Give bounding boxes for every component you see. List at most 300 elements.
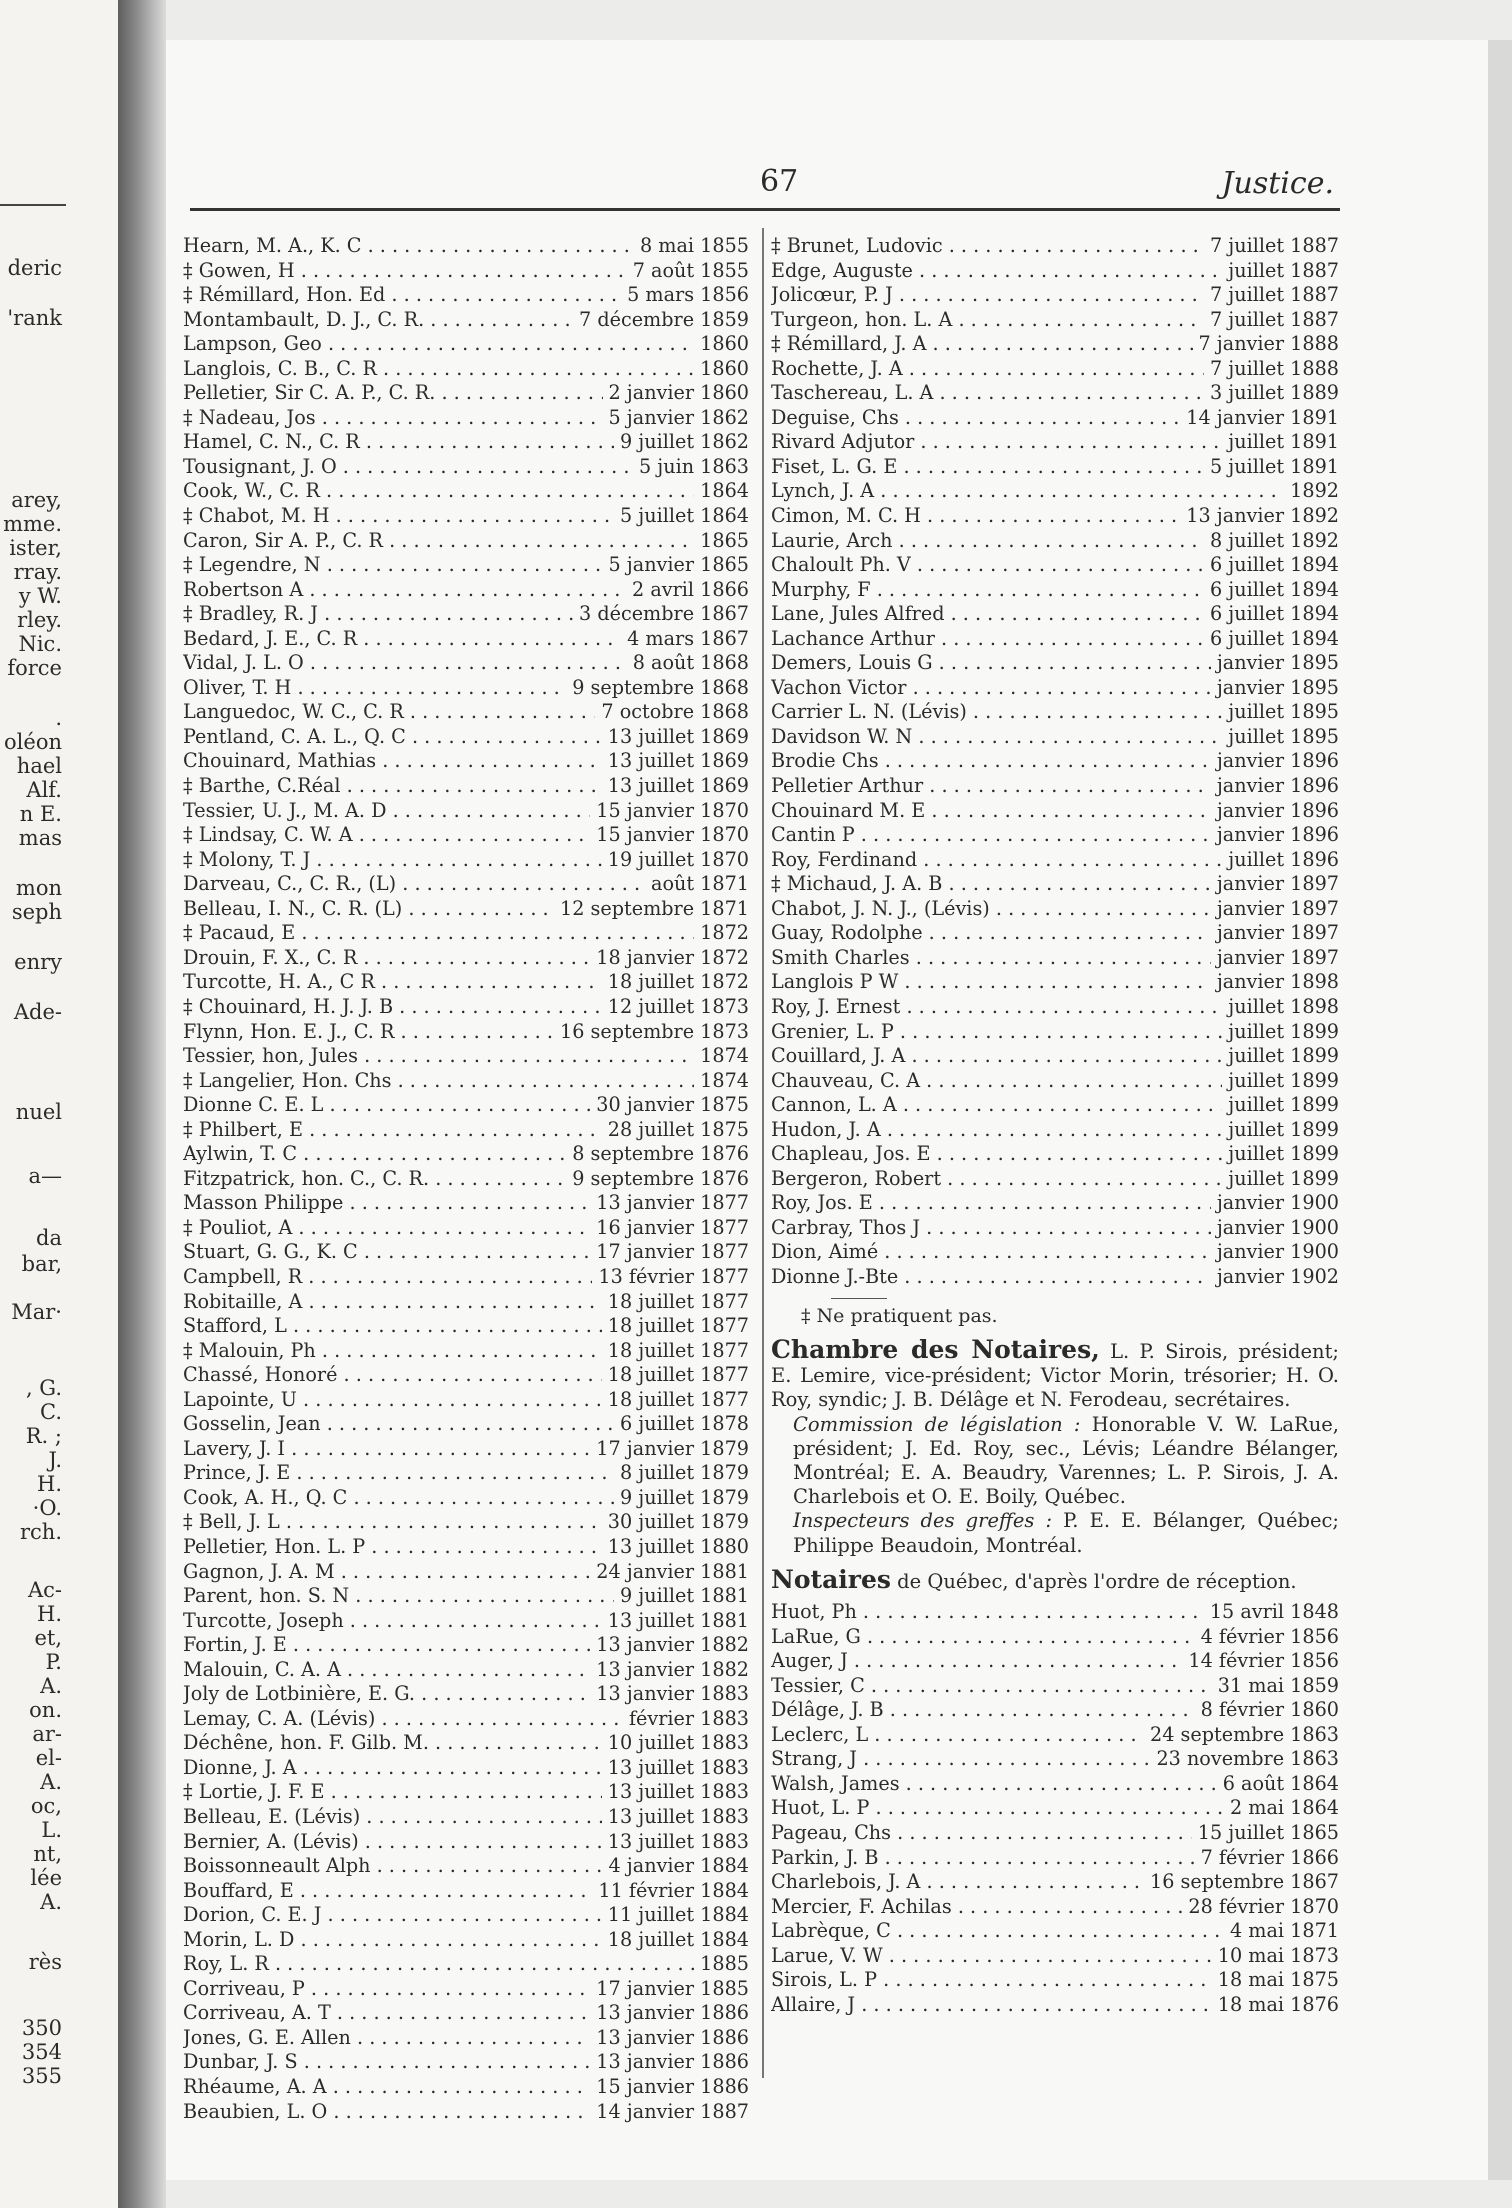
entry-date: juillet 1899	[1228, 1019, 1339, 1043]
entry-name	[183, 430, 614, 455]
entry-name-text: Chouinard, Mathias	[183, 749, 377, 773]
entry-name-text: Dion, Aimé	[771, 1240, 879, 1264]
entry-date: 24 septembre 1863	[1150, 1722, 1339, 1746]
entry-date: 18 juillet 1884	[607, 1927, 749, 1951]
entry-name-text: Langlois, C. B., C. R	[183, 356, 377, 380]
facing-page-fragment: oc,	[30, 1794, 62, 1818]
entry-date: 6 juillet 1878	[619, 1412, 749, 1436]
entry-name-text: Strang, J	[771, 1747, 857, 1771]
list-item	[183, 2026, 749, 2051]
entry-name-text: Charlebois, J. A	[771, 1870, 921, 1894]
entry-name	[183, 1290, 602, 1315]
entry-name	[771, 406, 1180, 431]
facing-page-fragment: 'rank	[7, 306, 62, 330]
entry-name	[183, 946, 590, 971]
entry-name	[771, 774, 1211, 799]
list-item	[183, 578, 749, 603]
entry-date: juillet 1887	[1228, 258, 1339, 282]
entry-date: 18 mai 1876	[1217, 1992, 1339, 2016]
entry-name-text: Belleau, I. N., C. R. (L)	[183, 896, 403, 920]
entry-name	[771, 357, 1204, 382]
list-item	[771, 529, 1339, 554]
entry-name-text: Carrier L. N. (Lévis)	[771, 700, 967, 724]
entry-date: 24 janvier 1881	[596, 1559, 749, 1583]
list-item	[771, 308, 1339, 333]
list-item	[771, 749, 1339, 774]
entry-name	[183, 651, 627, 676]
commission-paragraph	[771, 1413, 1339, 1510]
facing-page-fragment: Ade-	[13, 1000, 62, 1024]
entry-name-text: Chabot, J. N. J., (Lévis)	[771, 896, 990, 920]
facing-page-fragment: nuel	[15, 1100, 62, 1124]
facing-page-fragment: oléon	[4, 730, 62, 754]
entry-name-text: Dionne C. E. L	[183, 1093, 324, 1117]
facing-page-fragment: ·O.	[32, 1496, 62, 1520]
entry-date: 8 juillet 1892	[1209, 528, 1339, 552]
entry-name-text: Caron, Sir A. P., C. R	[183, 528, 383, 552]
list-item	[183, 406, 749, 431]
entry-date: 18 janvier 1872	[596, 945, 749, 969]
entry-date: janvier 1897	[1216, 872, 1339, 896]
list-item	[771, 1747, 1339, 1772]
list-item	[183, 504, 749, 529]
entry-date: 1865	[700, 528, 749, 552]
entry-name	[771, 921, 1211, 946]
facing-page-fragment: 354	[21, 2040, 62, 2064]
entry-name	[183, 1854, 603, 1879]
entry-date: janvier 1896	[1216, 823, 1339, 847]
list-item	[183, 1486, 749, 1511]
list-item	[771, 1870, 1339, 1895]
facing-page-fragment: rès	[28, 1950, 62, 1974]
facing-page-fragment: .	[55, 706, 62, 730]
entry-name-text: ‡ Michaud, J. A. B	[771, 872, 943, 896]
entry-name-text: Lemay, C. A. (Lévis)	[183, 1706, 376, 1730]
entry-name	[183, 1363, 602, 1388]
entry-name-text: Rhéaume, A. A	[183, 2075, 327, 2099]
entry-name	[183, 1412, 614, 1437]
column-divider	[762, 228, 764, 2078]
facing-page-fragment: y W.	[18, 584, 62, 608]
entry-name	[771, 1919, 1224, 1944]
entry-name	[771, 1069, 1222, 1094]
list-item	[771, 1968, 1339, 1993]
entry-name	[771, 651, 1211, 676]
entry-name	[183, 1805, 602, 1830]
entry-name-text: Délâge, J. B	[771, 1698, 884, 1722]
entry-name	[771, 1674, 1212, 1699]
entry-name	[771, 1265, 1211, 1290]
list-item	[771, 406, 1339, 431]
list-item	[771, 1919, 1339, 1944]
entry-name-text: Lachance Arthur	[771, 626, 935, 650]
entry-date: 18 juillet 1877	[607, 1314, 749, 1338]
entry-name	[183, 799, 590, 824]
entry-name	[183, 1044, 694, 1069]
facing-page-fragment: el-	[35, 1746, 62, 1770]
entry-date: 2 mai 1864	[1229, 1796, 1339, 1820]
entry-date: 4 février 1856	[1200, 1624, 1339, 1648]
entry-name-text: Mercier, F. Achilas	[771, 1894, 952, 1918]
entry-name-text: Chauveau, C. A	[771, 1068, 921, 1092]
list-item	[183, 970, 749, 995]
entry-name	[183, 1093, 590, 1118]
list-item	[183, 357, 749, 382]
entry-name-text: Guay, Rodolphe	[771, 921, 923, 945]
list-item	[771, 1796, 1339, 1821]
entry-name	[771, 381, 1204, 406]
entry-name-text: Darveau, C., C. R., (L)	[183, 872, 397, 896]
entry-date: 30 juillet 1879	[607, 1510, 749, 1534]
entry-date: janvier 1897	[1216, 896, 1339, 920]
entry-date: juillet 1898	[1228, 994, 1339, 1018]
entry-name	[183, 1707, 623, 1732]
entry-date: janvier 1895	[1216, 651, 1339, 675]
entry-name	[183, 1928, 602, 1953]
entry-date: 7 juillet 1887	[1209, 234, 1339, 257]
commission-text: Honorable V. W. LaRue, président; J. Ed. Roy, sec., Lévis; Léandre Bélanger, Montréal; E. A. Beaudry, Varennes; L. P. Sirois, J. A. Charlebois et O. E. Boily, Québec.	[793, 1412, 1339, 1509]
entry-name-text: ‡ Malouin, Ph	[183, 1338, 316, 1362]
entry-name	[771, 799, 1211, 824]
list-item	[183, 1879, 749, 1904]
entry-date: 9 juillet 1879	[619, 1485, 749, 1509]
entry-name-text: Hamel, C. N., C. R	[183, 430, 360, 454]
entry-name-text: Vachon Victor	[771, 675, 907, 699]
entry-name-text: Drouin, F. X., C. R	[183, 945, 358, 969]
entry-name-text: Morin, L. D	[183, 1927, 295, 1951]
running-head: Justice.	[1221, 166, 1334, 201]
facing-page-fragment: bar,	[21, 1252, 62, 1276]
entry-name-text: Roy, Ferdinand	[771, 847, 918, 871]
entry-name-text: Vidal, J. L. O	[183, 651, 304, 675]
entry-name	[771, 995, 1222, 1020]
entry-date: janvier 1897	[1216, 945, 1339, 969]
entry-date: 13 juillet 1881	[607, 1608, 749, 1632]
entry-name	[771, 970, 1211, 995]
entry-name	[771, 1796, 1224, 1821]
list-item	[771, 1625, 1339, 1650]
entry-date: janvier 1900	[1216, 1215, 1339, 1239]
entry-name-text: Cook, W., C. R	[183, 479, 320, 503]
list-item	[183, 1928, 749, 1953]
entry-name	[183, 1118, 602, 1143]
entry-name	[183, 749, 602, 774]
list-item	[771, 1216, 1339, 1241]
inspecteurs-label: Inspecteurs des greffes :	[793, 1509, 1053, 1533]
entry-name-text: Dorion, C. E. J	[183, 1903, 322, 1927]
entry-date: 11 juillet 1884	[607, 1903, 749, 1927]
list-item	[771, 234, 1339, 259]
entry-name	[183, 1609, 602, 1634]
entry-date: 13 janvier 1886	[596, 2025, 749, 2049]
list-item	[183, 1560, 749, 1585]
entry-name-text: Belleau, E. (Lévis)	[183, 1805, 361, 1828]
list-item	[771, 774, 1339, 799]
entry-date: janvier 1902	[1216, 1264, 1339, 1288]
entry-name	[183, 1486, 614, 1511]
entry-name	[183, 1020, 554, 1045]
list-item	[771, 553, 1339, 578]
entry-name	[771, 946, 1211, 971]
entry-date: 14 février 1856	[1188, 1649, 1339, 1673]
entry-date: 8 août 1868	[632, 651, 749, 675]
entry-name	[183, 970, 602, 995]
entry-name-text: Dunbar, J. S	[183, 2050, 298, 2074]
entry-name-text: Fortin, J. E	[183, 1633, 287, 1657]
list-item	[183, 1412, 749, 1437]
entry-name-text: Dionne J.-Bte	[771, 1264, 899, 1288]
entry-name	[183, 1167, 566, 1192]
entry-name	[771, 1895, 1182, 1920]
entry-name	[183, 1510, 602, 1535]
entry-date: 12 juillet 1873	[607, 994, 749, 1018]
entry-date: 5 janvier 1865	[608, 553, 749, 577]
facing-page-fragment: n E.	[19, 802, 62, 826]
entry-name-text: ‡ Rémillard, J. A	[771, 332, 927, 356]
entry-name	[771, 1821, 1192, 1846]
entry-name	[183, 381, 603, 406]
notaires-heading: Notaires	[771, 1564, 891, 1594]
list-item	[771, 1846, 1339, 1871]
entry-name	[771, 1044, 1222, 1069]
entry-name	[771, 872, 1211, 897]
entry-name	[771, 1625, 1195, 1650]
entry-name-text: ‡ Chouinard, H. J. J. B	[183, 994, 394, 1018]
entry-name	[771, 283, 1204, 308]
entry-date: 28 février 1870	[1188, 1894, 1339, 1918]
facing-page-fragment: A.	[40, 1770, 62, 1794]
list-item	[183, 259, 749, 284]
entry-name-text: ‡ Chabot, M. H	[183, 504, 330, 528]
entry-date: 8 mai 1855	[639, 234, 749, 257]
entry-name-text: ‡ Lindsay, C. W. A	[183, 823, 353, 847]
entry-name	[183, 1069, 694, 1094]
entry-name-text: Tessier, hon, Jules	[183, 1044, 358, 1068]
entry-name-text: Taschereau, L. A	[771, 381, 934, 405]
entry-date: 19 juillet 1870	[607, 847, 749, 871]
entry-name	[771, 700, 1222, 725]
facing-page-fragment: enry	[14, 950, 62, 974]
list-item	[771, 1674, 1339, 1699]
list-item	[771, 1118, 1339, 1143]
entry-date: 18 juillet 1877	[607, 1289, 749, 1313]
entry-date: juillet 1899	[1228, 1093, 1339, 1117]
entry-name	[183, 357, 694, 382]
entry-name	[771, 1944, 1212, 1969]
list-item	[183, 1142, 749, 1167]
entry-name	[183, 823, 590, 848]
list-item	[183, 749, 749, 774]
list-item	[771, 995, 1339, 1020]
entry-name-text: Langlois P W	[771, 970, 899, 994]
list-item	[183, 1510, 749, 1535]
entry-date: 2 avril 1866	[632, 577, 749, 601]
list-item	[183, 602, 749, 627]
list-item	[771, 872, 1339, 897]
entry-date: 15 juillet 1865	[1197, 1821, 1339, 1845]
facing-page-fragment: A.	[40, 1890, 62, 1914]
entry-name-text: Couillard, J. A	[771, 1044, 906, 1068]
book-gutter	[118, 0, 166, 2208]
entry-date: 17 janvier 1879	[596, 1436, 749, 1460]
entry-name-text: Bergeron, Robert	[771, 1166, 942, 1190]
list-item	[183, 897, 749, 922]
entry-name	[771, 553, 1204, 578]
entry-name-text: ‡ Langelier, Hon. Chs	[183, 1068, 392, 1092]
entry-date: juillet 1899	[1228, 1166, 1339, 1190]
entry-date: 8 juillet 1879	[619, 1461, 749, 1485]
entry-name-text: Auger, J	[771, 1649, 848, 1673]
entry-name-text: Stafford, L	[183, 1314, 287, 1338]
entry-name-text: Campbell, R	[183, 1264, 303, 1288]
list-item	[183, 1633, 749, 1658]
entry-name-text: Cannon, L. A	[771, 1093, 897, 1117]
entry-date: 17 janvier 1877	[596, 1240, 749, 1264]
entry-name	[183, 1780, 602, 1805]
facing-page-fragment: rch.	[20, 1520, 62, 1544]
entry-name-text: Montambault, D. J., C. R.	[183, 307, 425, 331]
entry-name-text: ‡ Rémillard, Hon. Ed	[183, 283, 386, 307]
entry-name-text: Boissonneault Alph	[183, 1854, 371, 1878]
facing-page-fragment: A.	[40, 1674, 62, 1698]
list-item	[183, 627, 749, 652]
entry-name	[183, 725, 602, 750]
entry-date: 5 juillet 1891	[1209, 454, 1339, 478]
entry-name-text: Tousignant, J. O	[183, 454, 337, 478]
list-item	[771, 1265, 1339, 1290]
entry-date: juillet 1899	[1228, 1044, 1339, 1068]
facing-page-fragment: mas	[18, 826, 62, 850]
entry-name-text: Déchêne, hon. F. Gilb. M.	[183, 1731, 429, 1755]
entry-name	[183, 774, 602, 799]
facing-page-fragment: nt,	[33, 1842, 62, 1866]
entry-name-text: Edge, Auguste	[771, 258, 913, 282]
entry-date: 13 juillet 1869	[607, 749, 749, 773]
page-number: 67	[760, 164, 799, 199]
chambre-text: L. P. Sirois, président; E. Lemire, vice-président; Victor Morin, trésorier; H. O. Roy, syndic; J. B. Délâge et N. Ferodeau, secrétaires.	[771, 1340, 1340, 1412]
entry-name	[183, 2100, 590, 2125]
entry-name-text: Rivard Adjutor	[771, 430, 915, 454]
entry-name-text: Larue, V. W	[771, 1943, 883, 1967]
list-item	[771, 259, 1339, 284]
list-item	[771, 627, 1339, 652]
entry-name	[183, 2050, 590, 2075]
entry-name-text: Grenier, L. P	[771, 1019, 894, 1043]
entry-date: 17 janvier 1885	[596, 1976, 749, 2000]
entry-date: 7 août 1855	[632, 258, 749, 282]
entry-name	[183, 897, 554, 922]
facing-page-fragment: L.	[41, 1818, 62, 1842]
entry-name	[183, 1216, 590, 1241]
entry-name-text: ‡ Pouliot, A	[183, 1215, 293, 1239]
entry-name	[771, 627, 1204, 652]
entry-name-text: Chouinard M. E	[771, 798, 926, 822]
entry-name-text: Tessier, C	[771, 1673, 865, 1697]
facing-page-fragment: lée	[30, 1866, 62, 1890]
entry-name	[183, 308, 573, 333]
entry-date: 10 juillet 1883	[607, 1731, 749, 1755]
entry-name	[771, 1870, 1144, 1895]
list-item	[771, 921, 1339, 946]
facing-page-fragment: et,	[34, 1626, 62, 1650]
entry-name	[183, 921, 694, 946]
entry-name	[183, 553, 603, 578]
entry-name-text: Languedoc, W. C., C. R	[183, 700, 404, 724]
facing-page-fragment: deric	[7, 256, 62, 280]
list-item	[771, 1821, 1339, 1846]
entry-date: 8 février 1860	[1200, 1698, 1339, 1722]
entry-name-text: LaRue, G	[771, 1624, 861, 1648]
entry-name	[183, 479, 694, 504]
list-item	[183, 700, 749, 725]
entry-name-text: Roy, Jos. E	[771, 1191, 873, 1215]
list-item	[183, 1584, 749, 1609]
list-item	[183, 725, 749, 750]
facing-page-fragment: force	[7, 656, 62, 680]
entry-name-text: ‡ Molony, T. J	[183, 847, 311, 871]
entry-date: 13 juillet 1883	[607, 1780, 749, 1804]
list-item	[183, 1118, 749, 1143]
entry-name	[183, 2075, 590, 2100]
entry-name-text: ‡ Pacaud, E	[183, 921, 296, 945]
entry-name	[183, 872, 645, 897]
facing-page-fragment: rley.	[17, 608, 62, 632]
facing-page-fragment: C.	[40, 1400, 62, 1424]
entry-name	[183, 1461, 614, 1486]
entry-date: 4 mai 1871	[1229, 1919, 1339, 1943]
entry-name	[183, 1339, 602, 1364]
list-item	[771, 676, 1339, 701]
list-item	[183, 799, 749, 824]
entry-date: 9 juillet 1881	[619, 1584, 749, 1608]
entry-name	[183, 1682, 590, 1707]
entry-name	[183, 332, 694, 357]
entry-name	[183, 1658, 590, 1683]
entry-name-text: Fiset, L. G. E	[771, 454, 898, 478]
left-column	[183, 234, 749, 2124]
entry-name	[183, 283, 621, 308]
list-item	[771, 381, 1339, 406]
list-item	[771, 1895, 1339, 1920]
list-item	[771, 700, 1339, 725]
entry-name	[183, 627, 621, 652]
list-item	[771, 1600, 1339, 1625]
entry-name	[771, 455, 1204, 480]
notaires-subheading: de Québec, d'après l'ordre de réception.	[897, 1569, 1297, 1593]
facing-page-fragment: seph	[11, 900, 62, 924]
entry-name-text: ‡ Brunet, Ludovic	[771, 234, 943, 257]
entry-name	[183, 1142, 566, 1167]
entry-date: juillet 1896	[1228, 847, 1339, 871]
entry-date: août 1871	[651, 872, 749, 896]
entry-name-text: Murphy, F	[771, 577, 871, 601]
entry-name	[183, 676, 566, 701]
facing-page-fragment: on.	[29, 1698, 62, 1722]
entry-date: 13 juillet 1883	[607, 1805, 749, 1828]
list-item	[183, 2050, 749, 2075]
list-item	[183, 2100, 749, 2125]
entry-name	[183, 455, 633, 480]
inspecteurs-paragraph	[771, 1509, 1339, 1557]
entry-name-text: Joly de Lotbinière, E. G.	[183, 1682, 416, 1706]
list-item	[771, 1772, 1339, 1797]
entry-name-text: Lynch, J. A	[771, 479, 875, 503]
entry-name-text: Gagnon, J. A. M	[183, 1559, 335, 1583]
entry-name-text: ‡ Nadeau, Jos	[183, 405, 316, 429]
list-item	[183, 1854, 749, 1879]
list-item	[183, 1240, 749, 1265]
entry-date: janvier 1896	[1216, 798, 1339, 822]
